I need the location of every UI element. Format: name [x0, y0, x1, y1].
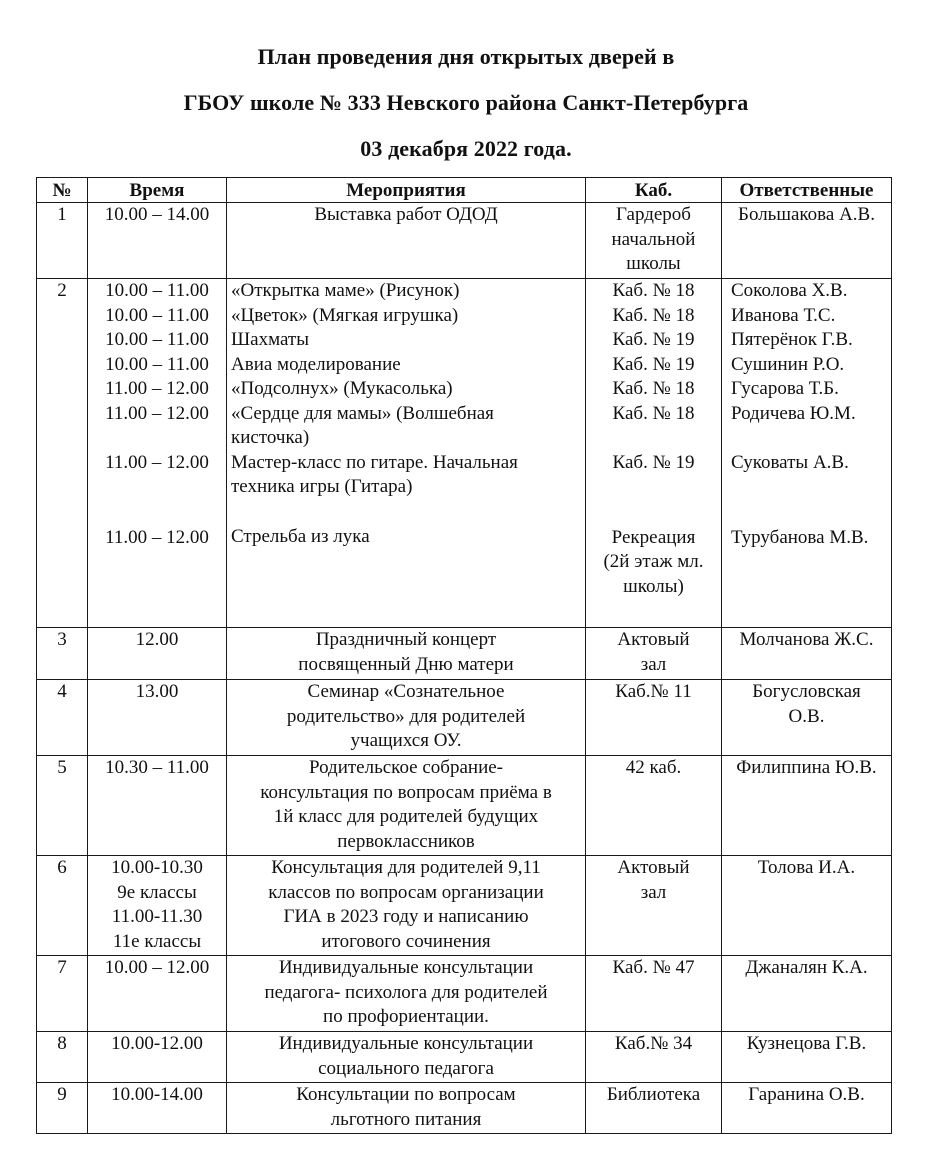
room-text: Каб.№ 11: [615, 681, 692, 702]
time-cell: [88, 856, 227, 956]
event-text: педагога- психолога для родителей: [264, 981, 548, 1003]
room-text: Каб. № 47: [612, 957, 695, 978]
responsible-text: Пятерёнок Г.В.: [731, 329, 853, 350]
room-cell: [586, 203, 722, 279]
room-cell: [586, 680, 722, 756]
event-text: «Сердце для мамы» (Волшебная: [231, 402, 494, 424]
event-text: Индивидуальные консультации: [278, 957, 534, 978]
responsible-cell: [722, 628, 892, 680]
responsible-text: Богусловская: [752, 681, 861, 702]
table-header-row: [37, 178, 892, 203]
header-time: Время: [88, 178, 227, 203]
responsible-text: Соколова Х.В.: [731, 280, 848, 301]
header-number: №: [37, 178, 88, 203]
time-cell: [88, 680, 227, 756]
row-number: 8: [37, 1032, 88, 1083]
responsible-text: Молчанова Ж.С.: [739, 629, 874, 650]
time-text: 11.00-11.30: [111, 906, 203, 927]
table-row: [37, 203, 892, 279]
room-cell: [586, 756, 722, 856]
responsible-text: Кузнецова Г.В.: [746, 1033, 867, 1054]
event-text: техника игры (Гитара): [231, 476, 413, 497]
event-cell: [227, 680, 586, 756]
header-event: Мероприятия: [227, 178, 586, 203]
event-text: «Подсолнух» (Мукасолька): [231, 378, 453, 399]
event-cell: [227, 756, 586, 856]
room-text: Каб. № 18: [612, 304, 695, 326]
time-cell: [88, 956, 227, 1032]
event-text: льготного питания: [330, 1108, 482, 1130]
table-row: [37, 680, 892, 756]
time-text: 10.30 – 11.00: [105, 757, 209, 778]
room-cell: [586, 628, 722, 680]
event-text: Консультация для родителей 9,11: [271, 857, 541, 878]
time-text: 11.00 – 12.00: [105, 452, 209, 473]
room-text: школы: [626, 253, 681, 274]
event-text: Семинар «Сознательное: [307, 681, 505, 702]
room-text: Каб. № 18: [612, 402, 695, 424]
event-text: классов по вопросам организации: [268, 881, 544, 903]
room-text: зал: [640, 653, 667, 675]
event-text: социального педагога: [318, 1057, 494, 1079]
room-text: школы): [623, 575, 684, 597]
event-text: Индивидуальные консультации: [278, 1033, 534, 1054]
room-cell: [586, 856, 722, 956]
event-text: Мастер-класс по гитаре. Начальная: [231, 451, 518, 473]
row-number: 2: [37, 279, 88, 628]
title-line-2: ГБОУ школе № 333 Невского района Санкт-Петербурга: [183, 90, 749, 115]
table-row: [37, 856, 892, 956]
time-cell: [88, 1083, 227, 1134]
table-row: [37, 956, 892, 1032]
schedule-table: [36, 177, 892, 1134]
time-text: 10.00 – 11.00: [105, 304, 209, 326]
time-text: 10.00 – 14.00: [104, 204, 210, 225]
row-number: 1: [37, 203, 88, 279]
event-cell: [227, 1083, 586, 1134]
time-text: 10.00 – 11.00: [105, 353, 209, 375]
room-cell: [586, 1032, 722, 1083]
time-text: 11.00 – 12.00: [105, 526, 209, 548]
room-text: Каб. № 18: [612, 280, 695, 301]
responsible-text: Гаранина О.В.: [748, 1084, 865, 1105]
responsible-text: Суковаты А.В.: [731, 452, 849, 473]
time-text: 10.00 – 11.00: [105, 280, 209, 301]
room-text: Библиотека: [606, 1084, 701, 1105]
event-cell: [227, 279, 586, 628]
event-text: Шахматы: [231, 329, 310, 350]
time-text: 10.00 – 11.00: [105, 329, 209, 350]
row-number: 3: [37, 628, 88, 680]
room-text: Актовый: [617, 857, 690, 878]
time-cell: [88, 756, 227, 856]
table-row: [37, 756, 892, 856]
event-text: по профориентации.: [323, 1006, 489, 1027]
time-text: 10.00-12.00: [111, 1033, 203, 1054]
room-text: Актовый: [617, 629, 690, 650]
event-text: Стрельба из лука: [231, 525, 370, 547]
responsible-text: Филиппина Ю.В.: [736, 757, 877, 778]
event-cell: [227, 1032, 586, 1083]
time-text: 10.00-10.30: [111, 857, 203, 878]
room-text: начальной: [611, 228, 696, 250]
table-row: [37, 279, 892, 628]
room-text: Каб. № 18: [612, 378, 695, 399]
event-text: родительство» для родителей: [286, 705, 526, 727]
event-text: учащихся ОУ.: [350, 730, 462, 751]
room-text: 42 каб.: [625, 757, 682, 778]
responsible-text: Толова И.А.: [757, 857, 856, 878]
row-number: 7: [37, 956, 88, 1032]
header-room: Каб.: [586, 178, 722, 203]
responsible-text: О.В.: [788, 705, 825, 727]
responsible-cell: [722, 856, 892, 956]
room-cell: [586, 956, 722, 1032]
responsible-cell: [722, 203, 892, 279]
event-text: 1й класс для родителей будущих: [273, 806, 539, 827]
event-text: первоклассников: [337, 830, 475, 852]
responsible-cell: [722, 756, 892, 856]
time-text: 11.00 – 12.00: [105, 402, 209, 424]
responsible-cell: [722, 1032, 892, 1083]
event-cell: [227, 956, 586, 1032]
row-number: 6: [37, 856, 88, 956]
table-row: [37, 1083, 892, 1134]
time-text: 10.00 – 12.00: [104, 957, 210, 978]
event-text: Авиа моделирование: [231, 353, 401, 375]
room-text: Рекреация: [611, 526, 696, 548]
responsible-cell: [722, 1083, 892, 1134]
row-number: 9: [37, 1083, 88, 1134]
responsible-text: Турубанова М.В.: [731, 526, 869, 548]
responsible-cell: [722, 279, 892, 628]
time-cell: [88, 279, 227, 628]
table-row: [37, 1032, 892, 1083]
room-text: Каб. № 19: [612, 329, 695, 350]
time-text: 11.00 – 12.00: [105, 378, 209, 399]
responsible-text: Большакова А.В.: [738, 204, 875, 225]
title-line-3: 03 декабря 2022 года.: [360, 136, 572, 161]
event-text: Праздничный концерт: [315, 629, 497, 650]
responsible-cell: [722, 956, 892, 1032]
event-cell: [227, 203, 586, 279]
responsible-cell: [722, 680, 892, 756]
room-cell: [586, 1083, 722, 1134]
event-text: посвященный Дню матери: [298, 653, 514, 675]
row-number: 4: [37, 680, 88, 756]
time-text: 10.00-14.00: [111, 1084, 203, 1105]
time-cell: [88, 203, 227, 279]
event-cell: [227, 628, 586, 680]
event-cell: [227, 856, 586, 956]
time-cell: [88, 1032, 227, 1083]
responsible-text: Джаналян К.А.: [745, 957, 868, 978]
event-text: консультация по вопросам приёма в: [260, 781, 552, 803]
responsible-text: Иванова Т.С.: [731, 304, 836, 326]
time-text: 11е классы: [112, 930, 202, 952]
time-text: 13.00: [135, 681, 179, 702]
event-text: Выставка работ ОДОД: [314, 204, 498, 225]
room-text: Каб. № 19: [612, 452, 695, 473]
event-text: кисточка): [231, 427, 310, 448]
event-text: «Цветок» (Мягкая игрушка): [231, 304, 459, 326]
time-text: 12.00: [135, 629, 179, 650]
event-text: Консультации по вопросам: [296, 1084, 516, 1105]
table-row: [37, 628, 892, 680]
event-text: «Открытка маме» (Рисунок): [231, 280, 460, 301]
room-cell: [586, 279, 722, 628]
title-line-1: План проведения дня открытых дверей в: [257, 44, 675, 69]
responsible-text: Гусарова Т.Б.: [731, 378, 839, 399]
event-text: ГИА в 2023 году и написанию: [283, 906, 529, 927]
event-text: итогового сочинения: [321, 930, 491, 952]
room-text: Каб.№ 34: [614, 1033, 693, 1054]
responsible-text: Родичева Ю.М.: [731, 402, 856, 424]
room-text: (2й этаж мл.: [603, 551, 704, 572]
room-text: Каб. № 19: [612, 353, 695, 375]
room-text: зал: [640, 881, 667, 903]
room-text: Гардероб: [616, 204, 691, 225]
time-cell: [88, 628, 227, 680]
event-text: Родительское собрание-: [308, 757, 503, 778]
responsible-text: Сушинин Р.О.: [731, 353, 845, 375]
row-number: 5: [37, 756, 88, 856]
header-responsible: Ответственные: [722, 178, 892, 203]
time-text: 9е классы: [117, 881, 197, 903]
